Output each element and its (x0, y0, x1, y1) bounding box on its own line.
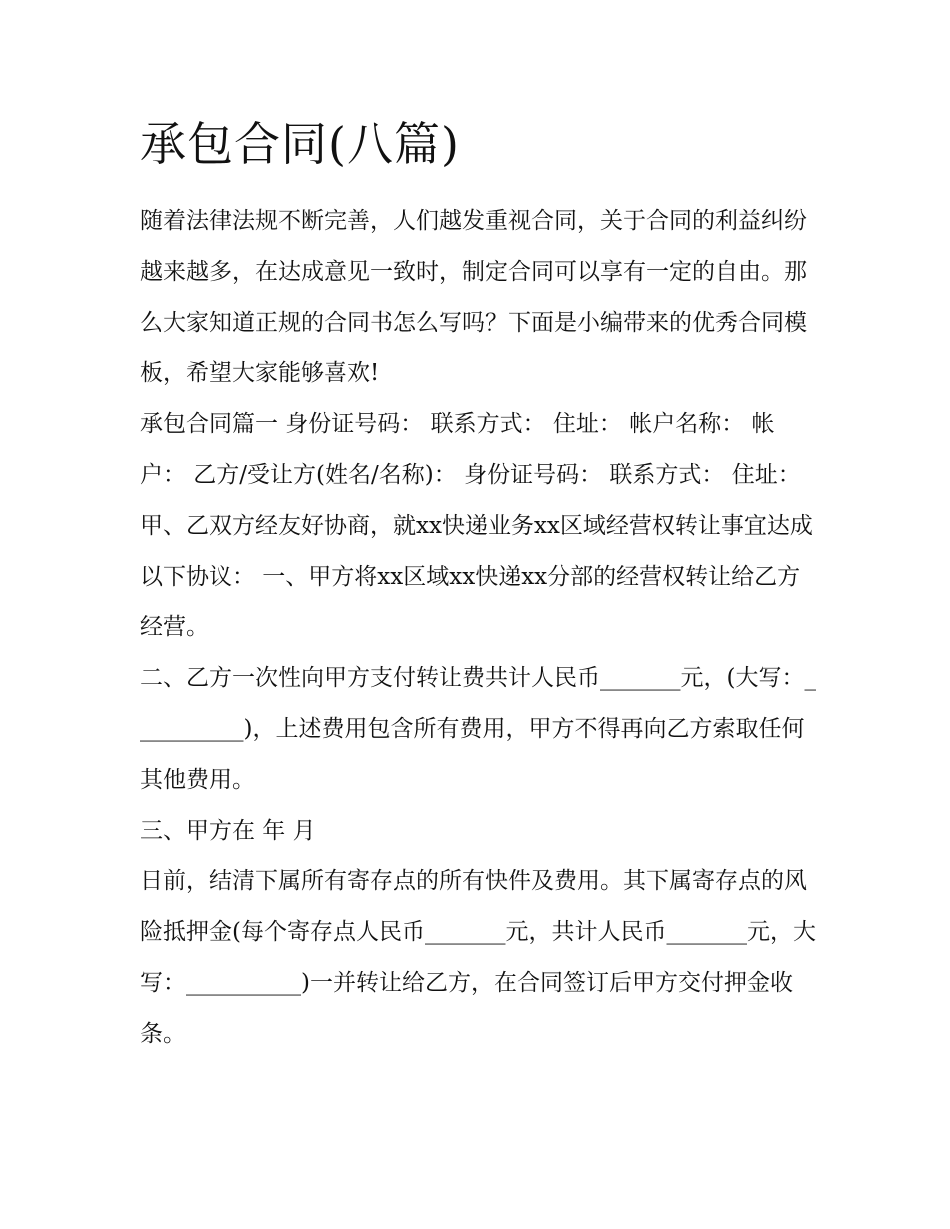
agreement-paragraph: 甲、乙双方经友好协商，就xx快递业务xx区域经营权转让事宜达成以下协议： 一、甲方将xx区域xx快递xx分部的经营权转让给乙方经营。 (140, 512, 813, 641)
clause-three-heading: 三、甲方在 年 月 (140, 817, 316, 844)
document-page (140, 112, 820, 1060)
party-info-paragraph: 承包合同篇一 身份证号码： 联系方式： 住址： 帐户名称： 帐户： 乙方/受让方(姓名/名称)： 身份证号码： 联系方式： 住址： (140, 411, 801, 488)
intro-paragraph: 随着法律法规不断完善，人们越发重视合同，关于合同的利益纠纷越来越多，在达成意见一致时，制定合同可以享有一定的自由。那么大家知道正规的合同书怎么写吗？下面是小编带来的优秀合同模板，希望大家能够喜欢! (140, 208, 807, 387)
clause-three-paragraph: 日前，结清下属所有寄存点的所有快件及费用。其下属寄存点的风险抵押金(每个寄存点人民币_______元，共计人民币_______元，大写：__________)一并转让给乙方，在合同签订后甲方交付押金收条。 (140, 868, 816, 1047)
document-title: 承包合同(八篇) (140, 117, 460, 171)
clause-two-paragraph: 二、乙方一次性向甲方支付转让费共计人民币_______元，(大写：__________)，上述费用包含所有费用，甲方不得再向乙方索取任何其他费用。 (140, 665, 816, 793)
